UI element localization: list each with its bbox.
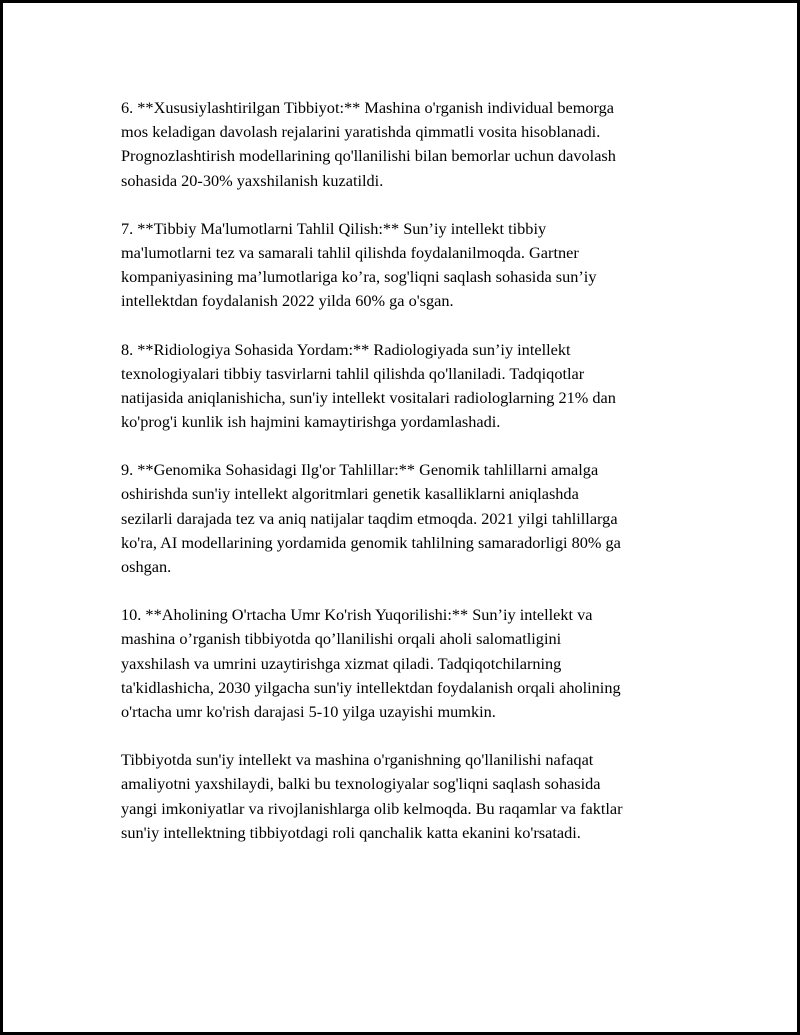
text-line: 9. **Genomika Sohasidagi Ilg'or Tahlillar:** Genomik tahlillarni amalga: [121, 460, 599, 480]
text-line: oshirishda sun'iy intellekt algoritmlari genetik kasalliklarni aniqlashda: [121, 484, 579, 504]
text-line: sohasida 20-30% yaxshilanish kuzatildi.: [121, 170, 384, 190]
text-line: o'rtacha umr ko'rish darajasi 5-10 yilga uzayishi mumkin.: [121, 701, 496, 721]
text-line: 7. **Tibbiy Ma'lumotlarni Tahlil Qilish:** Sun’iy intellekt tibbiy: [121, 218, 547, 238]
paragraph-radiologiya: [121, 338, 691, 435]
text-line: texnologiyalari tibbiy tasvirlarni tahlil qilishda qo'llaniladi. Tadqiqotlar: [121, 363, 585, 383]
text-line: ta'kidlashicha, 2030 yilgacha sun'iy intellektdan foydalanish orqali aholining: [121, 677, 621, 697]
text-line: mashina o’rganish tibbiyotda qo’llanilishi orqali aholi salomatligini: [121, 629, 562, 649]
text-line: Tibbiyotda sun'iy intellekt va mashina o'rganishning qo'llanilishi nafaqat: [121, 750, 594, 770]
text-line: 8. **Ridiologiya Sohasida Yordam:** Radiologiyada sun’iy intellekt: [121, 339, 571, 359]
paragraph-umr-korish: [121, 603, 691, 724]
text-line: sezilarli darajada tez va aniq natijalar taqdim etmoqda. 2021 yilgi tahlillarga: [121, 508, 618, 528]
text-line: oshgan.: [121, 557, 172, 576]
text-line: 10. **Aholining O'rtacha Umr Ko'rish Yuqorilishi:** Sun’iy intellekt va: [121, 605, 593, 625]
paragraph-tibbiy-malumotlar: [121, 217, 691, 314]
text-line: ko'ra, AI modellarining yordamida genomik tahlilning samaradorligi 80% ga: [121, 532, 621, 552]
text-line: amaliyotni yaxshilaydi, balki bu texnologiyalar sog'liqni saqlash sohasida: [121, 774, 601, 794]
text-line: 6. **Xususiylashtirilgan Tibbiyot:** Mashina o'rganish individual bemorga: [121, 98, 615, 117]
document-body: [121, 96, 691, 869]
paragraph-conclusion: [121, 748, 691, 845]
text-line: yangi imkoniyatlar va rivojlanishlarga olib kelmoqda. Bu raqamlar va faktlar: [121, 798, 623, 818]
text-line: ma'lumotlarni tez va samarali tahlil qilishda foydalanilmoqda. Gartner: [121, 242, 579, 262]
text-line: intellektdan foydalanish 2022 yilda 60% ga o'sgan.: [121, 291, 454, 311]
paragraph-xususiylashtirilgan-tibbiyot: [121, 96, 691, 193]
text-line: ko'prog'i kunlik ish hajmini kamaytirishga yordamlashadi.: [121, 412, 501, 432]
text-line: sun'iy intellektning tibbiyotdagi roli qanchalik katta ekanini ko'rsatadi.: [121, 822, 581, 842]
text-line: natijasida aniqlanishicha, sun'iy intellekt vositalari radiologlarning 21% dan: [121, 387, 616, 407]
text-line: Prognozlashtirish modellarining qo'llanilishi bilan bemorlar uchun davolash: [121, 146, 616, 166]
text-line: yaxshilash va umrini uzaytirishga xizmat qiladi. Tadqiqotchilarning: [121, 653, 562, 673]
text-line: mos keladigan davolash rejalarini yaratishda qimmatli vosita hisoblanadi.: [121, 122, 601, 142]
paragraph-genomika: [121, 458, 691, 579]
text-line: kompaniyasining ma’lumotlariga ko’ra, sog'liqni saqlash sohasida sun’iy: [121, 267, 597, 287]
